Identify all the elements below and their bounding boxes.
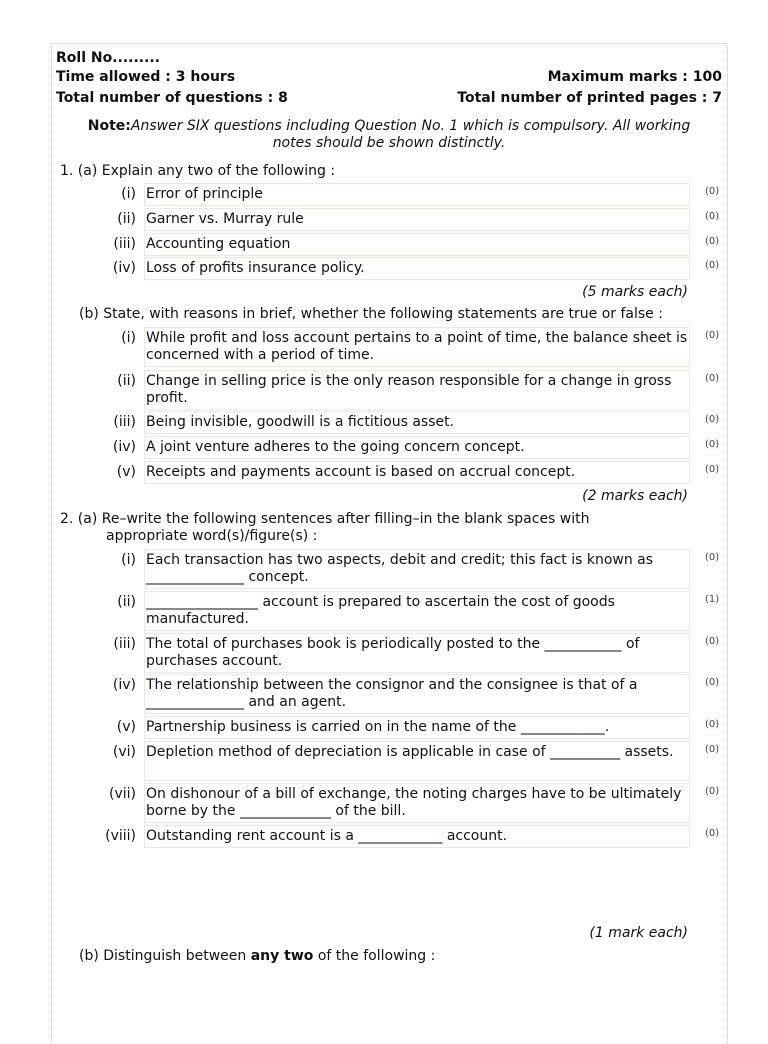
q2a-item-8: Outstanding rent account is a ____________ account. [144, 825, 690, 848]
item-mark: (0) [705, 260, 720, 271]
item-mark: (0) [705, 828, 720, 839]
maximum-marks: Maximum marks : 100 [547, 69, 722, 85]
item-number: (i) [121, 330, 136, 346]
q1b-item-5: Receipts and payments account is based on accrual concept. [144, 461, 690, 484]
item-mark: (0) [705, 719, 720, 730]
question-2b-label-bold: any two [250, 948, 314, 964]
item-mark: (1) [705, 594, 720, 605]
item-number: (iv) [112, 677, 136, 693]
item-mark: (0) [705, 786, 720, 797]
q1a-item-3: Accounting equation [144, 233, 690, 256]
item-number: (vii) [109, 786, 136, 802]
item-number: (ii) [117, 211, 136, 227]
total-pages: Total number of printed pages : 7 [457, 90, 722, 106]
marks-note: (1 mark each) [589, 925, 688, 941]
q2a-item-2: ________________ account is prepared to ascertain the cost of goods manufactured. [144, 591, 690, 631]
note-label: Note: [87, 118, 131, 134]
question-1b-heading: (b) State, with reasons in brief, whether the following statements are true or false : [79, 306, 663, 322]
q1b-item-4: A joint venture adheres to the going concern concept. [144, 436, 690, 459]
question-2a-label: 2. (a) Re–write the following sentences after filling–in the blank spaces with appropriate word(s)/figure(s) : [60, 511, 590, 544]
question-2a-heading [60, 511, 620, 545]
q2a-item-4: The relationship between the consignor and the consignee is that of a ______________ and an agent. [144, 674, 690, 714]
item-mark: (0) [705, 236, 720, 247]
instructions-note [74, 118, 704, 152]
q1a-item-1: Error of principle [144, 183, 690, 206]
q1b-item-3: Being invisible, goodwill is a fictitious asset. [144, 411, 690, 434]
q2a-item-6: Depletion method of depreciation is applicable in case of __________ assets. [144, 741, 690, 781]
item-mark: (0) [705, 186, 720, 197]
q2a-item-3: The total of purchases book is periodically posted to the ___________ of purchases account. [144, 633, 690, 673]
roll-number: Roll No......... [56, 50, 161, 66]
total-questions: Total number of questions : 8 [56, 90, 288, 106]
question-2b-label-pre: (b) Distinguish between [79, 948, 251, 964]
question-1a-heading: 1. (a) Explain any two of the following : [60, 163, 336, 179]
item-mark: (0) [705, 211, 720, 222]
q1a-item-4: Loss of profits insurance policy. [144, 257, 690, 280]
item-number: (iv) [112, 260, 136, 276]
item-number: (vi) [112, 744, 136, 760]
item-number: (i) [121, 552, 136, 568]
question-2b-heading [79, 948, 435, 965]
q1b-item-2: Change in selling price is the only reason responsible for a change in gross profit. [144, 370, 690, 410]
note-text: Answer SIX questions including Question No. 1 which is compulsory. All working notes should be shown distinctly. [130, 118, 691, 151]
item-number: (ii) [117, 373, 136, 389]
marks-note: (5 marks each) [582, 284, 688, 300]
q1b-item-1: While profit and loss account pertains to a point of time, the balance sheet is concerned with a period of time. [144, 327, 690, 367]
item-mark: (0) [705, 464, 720, 475]
item-mark: (0) [705, 330, 720, 341]
q2a-item-7: On dishonour of a bill of exchange, the noting charges have to be ultimately borne by the _____________ of the bill. [144, 783, 690, 823]
item-mark: (0) [705, 552, 720, 563]
item-mark: (0) [705, 414, 720, 425]
marks-note: (2 marks each) [582, 488, 688, 504]
item-number: (ii) [117, 594, 136, 610]
time-allowed: Time allowed : 3 hours [56, 69, 236, 85]
item-mark: (0) [705, 744, 720, 755]
item-number: (v) [116, 464, 136, 480]
item-number: (iv) [112, 439, 136, 455]
item-number: (iii) [113, 414, 136, 430]
item-mark: (0) [705, 677, 720, 688]
item-mark: (0) [705, 373, 720, 384]
item-number: (iii) [113, 236, 136, 252]
q2a-item-1: Each transaction has two aspects, debit and credit; this fact is known as ______________ concept. [144, 549, 690, 589]
q2a-item-5: Partnership business is carried on in the name of the ____________. [144, 716, 690, 739]
item-mark: (0) [705, 636, 720, 647]
q1a-item-2: Garner vs. Murray rule [144, 208, 690, 231]
item-number: (i) [121, 186, 136, 202]
item-number: (v) [116, 719, 136, 735]
item-mark: (0) [705, 439, 720, 450]
item-number: (viii) [105, 828, 136, 844]
question-2b-label-post: of the following : [313, 948, 436, 964]
item-number: (iii) [113, 636, 136, 652]
